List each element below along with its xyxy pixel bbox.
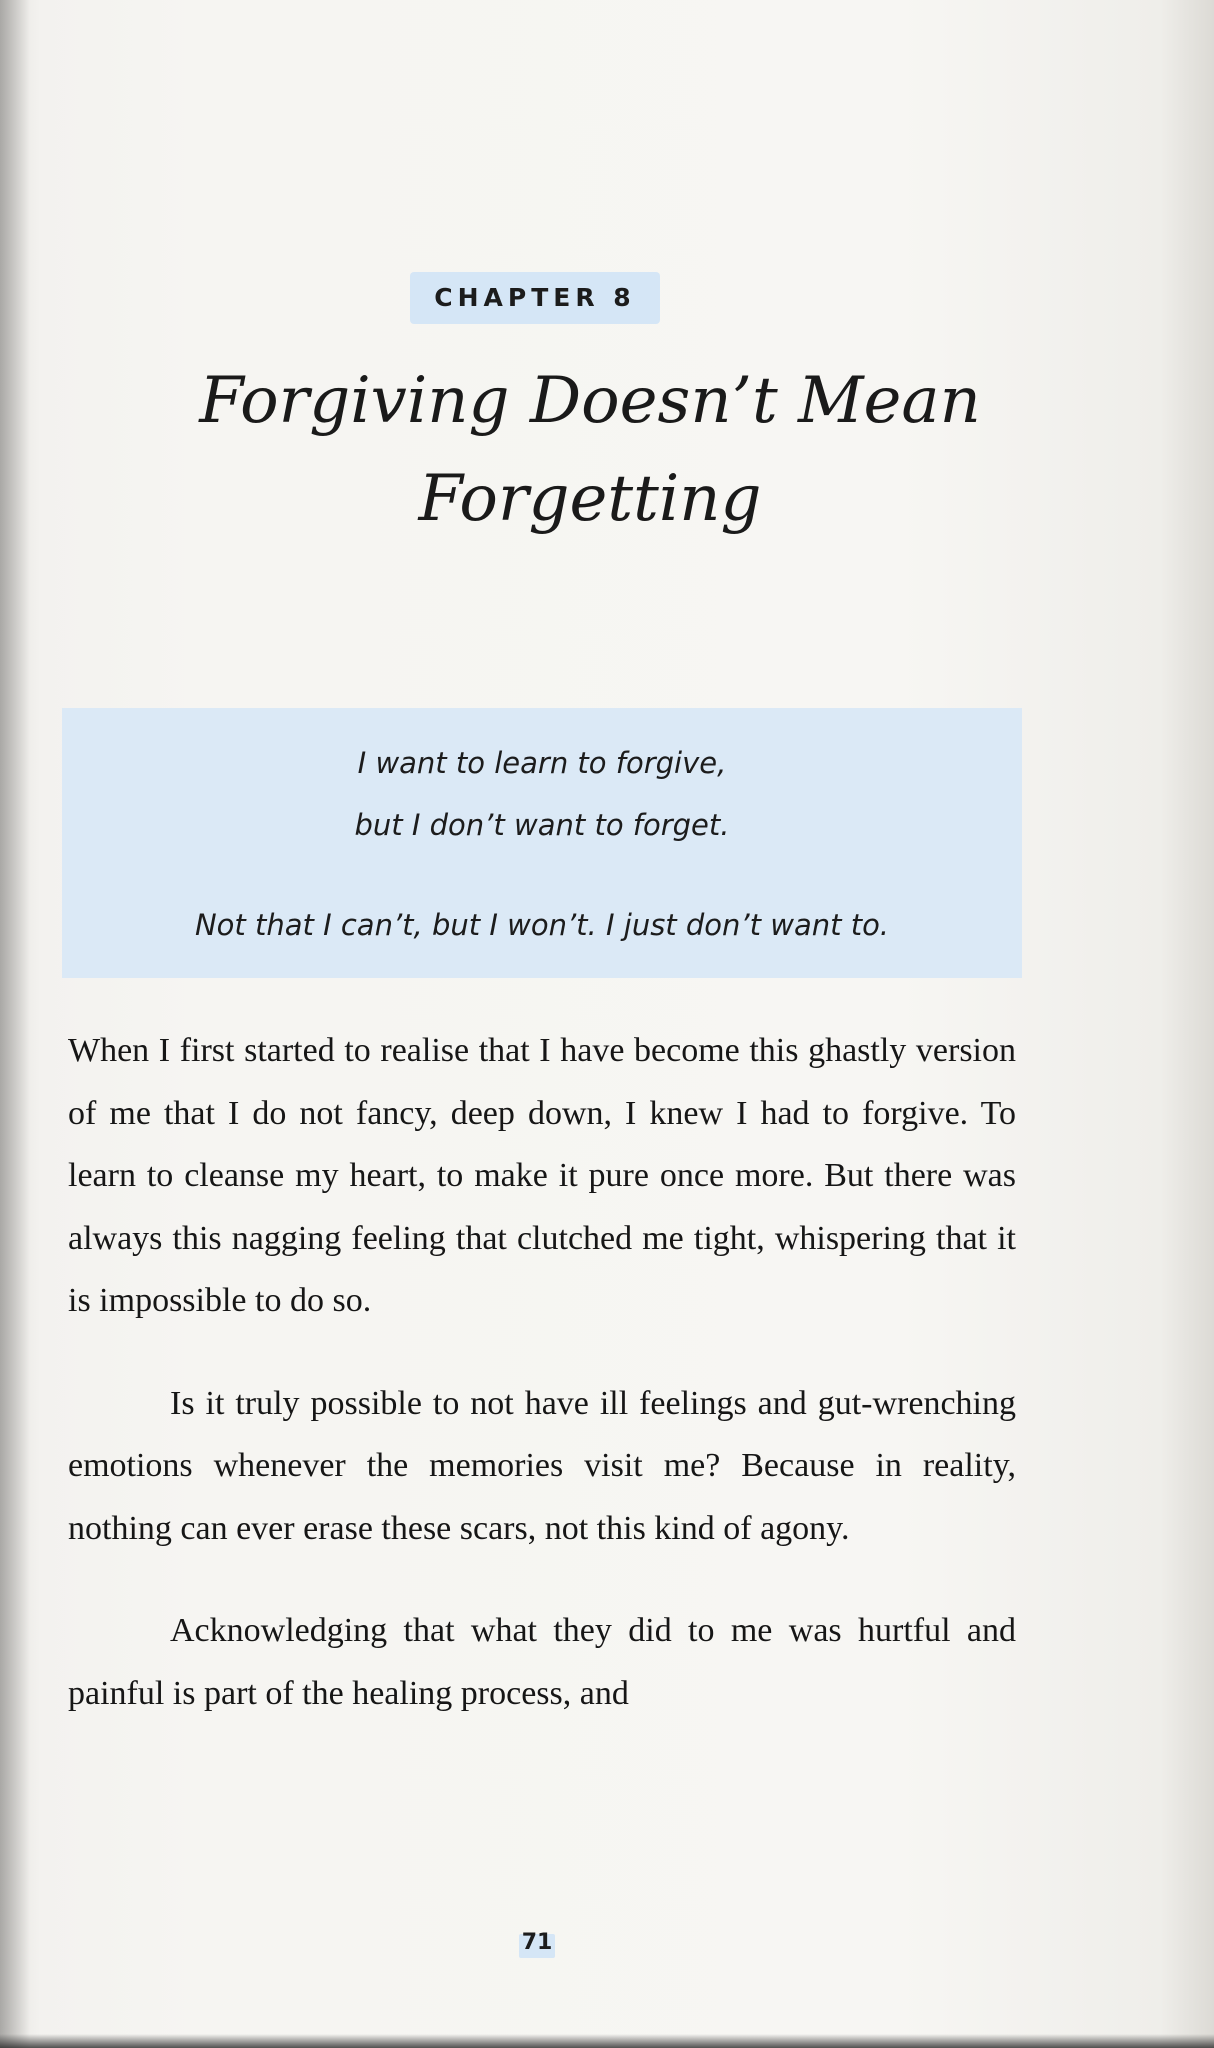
chapter-label-highlight — [410, 272, 660, 324]
chapter-label: CHAPTER 8 — [434, 283, 636, 312]
page-number: 71 — [521, 1930, 553, 1955]
epigraph-line-2: but I don’t want to forget. — [354, 808, 730, 842]
paragraph-3: Acknowledging that what they did to me was hurtful and painful is part of the healing process, and — [68, 1612, 1016, 1712]
epigraph-quote-box — [62, 708, 1022, 978]
paragraph-2: Is it truly possible to not have ill feelings and gut-wrenching emotions whenever the memories visit me? Because in reality, nothing can ever erase these scars, not this kind of agony. — [68, 1384, 1016, 1547]
page-bottom-edge — [0, 2034, 1214, 2048]
epigraph-line-1: I want to learn to forgive, — [357, 746, 727, 780]
page-gutter-shadow — [0, 0, 30, 2048]
paragraph-1: When I first started to realise that I have become this ghastly version of me that I do not fancy, deep down, I knew I had to forgive. To learn to cleanse my heart, to make it pure once more. But there was always this nagging feeling that clutched me tight, whispering that it is impossible to do so. — [68, 1032, 1016, 1319]
epigraph-line-3: Not that I can’t, but I won’t. I just don’t want to. — [194, 908, 890, 942]
chapter-title: Forgiving Doesn’t Mean Forgetting — [199, 364, 981, 536]
body-text — [68, 1020, 1016, 1725]
